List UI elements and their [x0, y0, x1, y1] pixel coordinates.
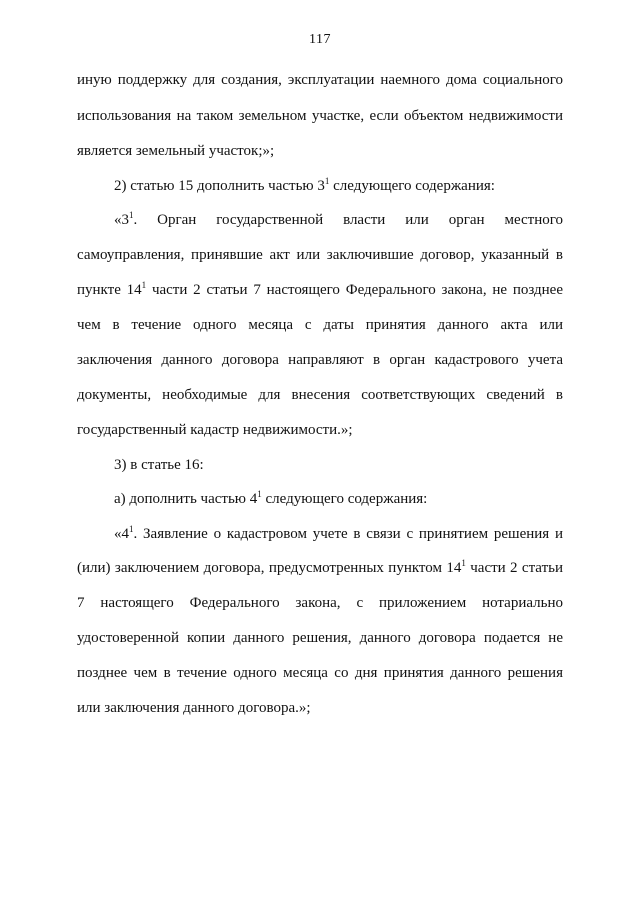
superscript: 1 [129, 524, 134, 534]
superscript: 1 [461, 558, 466, 568]
paragraph-3-line-4: чем в течение одного месяца с даты принятия данного акта или [77, 317, 563, 333]
paragraph-1-line-3: является земельный участок;»; [77, 143, 275, 159]
paragraph-3-line-6: документы, необходимые для внесения соответствующих сведений в [77, 387, 563, 403]
paragraph-6-line-4: удостоверенной копии данного решения, данного договора подается не [77, 630, 563, 646]
text-run: пункте 14 [77, 282, 142, 298]
paragraph-1-line-2: использования на таком земельном участке, если объектом недвижимости [77, 108, 563, 124]
superscript: 1 [129, 210, 134, 220]
text-run: части 2 статьи [465, 560, 564, 576]
text-run: «4 [114, 526, 129, 542]
text-run: а) дополнить частью 4 [114, 491, 258, 507]
paragraph-3-line-2: самоуправления, принявшие акт или заключившие договор, указанный в [77, 247, 563, 263]
paragraph-5-line-1 [114, 490, 427, 508]
paragraph-3-line-3 [77, 281, 563, 299]
text-run: . Заявление о кадастровом учете в связи с принятием решения и [133, 526, 563, 542]
paragraph-2-line-1 [114, 177, 495, 195]
text-run: следующего содержания: [329, 178, 495, 194]
paragraph-3-line-1 [114, 211, 563, 229]
text-run: следующего содержания: [261, 491, 428, 507]
paragraph-4-line-1: 3) в статье 16: [114, 457, 204, 473]
paragraph-6-line-1 [114, 525, 563, 543]
superscript: 1 [141, 280, 147, 290]
text-run: части 2 статьи 7 настоящего Федерального закона, не позднее [146, 282, 563, 298]
paragraph-3-line-5: заключения данного договора направляют в орган кадастрового учета [77, 352, 563, 368]
text-run: (или) заключением договора, предусмотренных пунктом 14 [77, 560, 462, 576]
paragraph-6-line-2 [77, 559, 563, 577]
text-run: . Орган государственной власти или орган местного [133, 212, 563, 228]
paragraph-3-line-7: государственный кадастр недвижимости.»; [77, 422, 353, 438]
superscript: 1 [257, 489, 262, 499]
text-run: «3 [114, 212, 129, 228]
paragraph-1-line-1: иную поддержку для создания, эксплуатации наемного дома социального [77, 72, 563, 88]
superscript: 1 [324, 176, 330, 186]
paragraph-6-line-3: 7 настоящего Федерального закона, с приложением нотариально [77, 595, 563, 611]
page-number: 117 [309, 32, 331, 47]
paragraph-6-line-5: позднее чем в течение одного месяца со дня принятия данного решения [77, 665, 563, 681]
text-run: 2) статью 15 дополнить частью 3 [114, 178, 325, 194]
paragraph-6-line-6: или заключения данного договора.»; [77, 700, 311, 716]
